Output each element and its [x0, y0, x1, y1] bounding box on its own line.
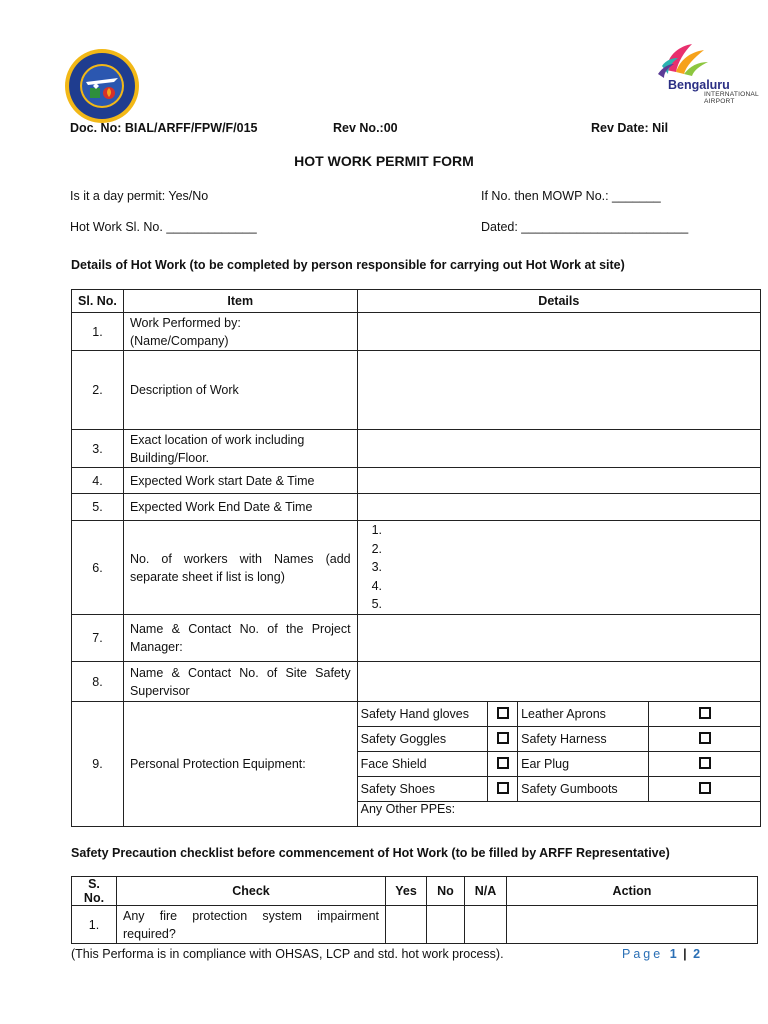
list-item: 5.	[371, 597, 383, 611]
page-number	[622, 947, 700, 961]
ppe-label: Safety Hand gloves	[358, 702, 488, 727]
row-item: Exact location of work including Building/Floor.	[123, 430, 357, 468]
row-details-cell[interactable]	[357, 468, 760, 494]
ppe-label: Ear Plug	[518, 752, 649, 777]
ppe-grid	[358, 702, 760, 826]
arff-logo	[64, 48, 140, 124]
ppe-row	[358, 702, 760, 727]
bial-name: Bengaluru	[668, 78, 730, 92]
ppe-checkbox[interactable]	[488, 702, 518, 727]
ppe-label: Safety Gumboots	[518, 777, 649, 802]
table-row	[72, 351, 761, 430]
no-cell[interactable]	[427, 906, 465, 944]
ppe-label: Safety Harness	[518, 727, 649, 752]
row-number: 9.	[72, 702, 124, 827]
row-number: 6.	[72, 521, 124, 615]
row-number: 4.	[72, 468, 124, 494]
row-details-cell[interactable]	[357, 521, 760, 615]
col-header-na: N/A	[465, 877, 507, 906]
dated-field: Dated: ________________________	[481, 220, 689, 234]
ppe-cell	[357, 702, 760, 827]
mowp-number-field: If No. then MOWP No.: _______	[481, 189, 661, 203]
col-header-slno: Sl. No.	[72, 290, 124, 313]
ppe-row	[358, 802, 760, 827]
row-details-cell[interactable]	[357, 351, 760, 430]
col-header-sno: S. No.	[72, 877, 117, 906]
table-row	[72, 430, 761, 468]
table-row	[72, 521, 761, 615]
checkbox-icon	[699, 732, 711, 744]
checkbox-icon	[497, 757, 509, 769]
checkbox-icon	[497, 782, 509, 794]
row-check: Any fire protection system impairment required?	[117, 906, 386, 944]
action-cell[interactable]	[507, 906, 758, 944]
list-item: 2.	[371, 541, 383, 556]
day-permit-field: Is it a day permit: Yes/No	[70, 189, 209, 203]
list-item: 1.	[371, 523, 383, 537]
table-header-row	[72, 877, 758, 906]
row-details-cell[interactable]	[357, 615, 760, 662]
row-number: 1.	[72, 313, 124, 351]
row-item: Expected Work End Date & Time	[123, 494, 357, 521]
page-word: Page	[622, 947, 664, 961]
section-checklist-heading: Safety Precaution checklist before commencement of Hot Work (to be filled by ARFF Representative)	[71, 846, 670, 860]
row-item	[123, 313, 357, 351]
yes-cell[interactable]	[386, 906, 427, 944]
table-header-row	[72, 290, 761, 313]
table-row	[72, 313, 761, 351]
ppe-checkbox[interactable]	[649, 752, 760, 777]
ppe-row	[358, 727, 760, 752]
ppe-checkbox[interactable]	[488, 777, 518, 802]
na-cell[interactable]	[465, 906, 507, 944]
row-number: 1.	[72, 906, 117, 944]
compliance-note: (This Performa is in compliance with OHSAS, LCP and std. hot work process).	[71, 947, 504, 961]
hot-work-details-table	[71, 289, 761, 827]
row-number: 3.	[72, 430, 124, 468]
revision-date: Rev Date: Nil	[591, 121, 669, 135]
safety-checklist-table	[71, 876, 758, 944]
page-separator: |	[683, 947, 687, 961]
row-details-cell[interactable]	[357, 662, 760, 702]
doc-number: Doc. No: BIAL/ARFF/FPW/F/015	[70, 121, 258, 135]
checkbox-icon	[497, 732, 509, 744]
row-details-cell[interactable]	[357, 494, 760, 521]
col-header-action: Action	[507, 877, 758, 906]
bengaluru-airport-logo	[652, 40, 759, 106]
col-header-item: Item	[123, 290, 357, 313]
worker-name-list	[364, 521, 754, 614]
row-item: Expected Work start Date & Time	[123, 468, 357, 494]
page-current: 1	[669, 947, 677, 961]
list-item: 3.	[371, 560, 383, 574]
col-header-yes: Yes	[386, 877, 427, 906]
ppe-label: Safety Shoes	[358, 777, 488, 802]
ppe-checkbox[interactable]	[649, 727, 760, 752]
row-number: 2.	[72, 351, 124, 430]
ppe-row	[358, 752, 760, 777]
ppe-checkbox[interactable]	[649, 777, 760, 802]
row-details-cell[interactable]	[357, 430, 760, 468]
table-row	[72, 494, 761, 521]
ppe-checkbox[interactable]	[488, 727, 518, 752]
row-item: Name & Contact No. of Site Safety Supervisor	[123, 662, 357, 702]
col-header-no: No	[427, 877, 465, 906]
row-details-cell[interactable]	[357, 313, 760, 351]
checkbox-icon	[497, 707, 509, 719]
row-item: Description of Work	[123, 351, 357, 430]
col-header-details: Details	[357, 290, 760, 313]
bial-subtitle	[704, 91, 759, 105]
row-item: No. of workers with Names (add separate sheet if list is long)	[123, 521, 357, 615]
ppe-label: Leather Aprons	[518, 702, 649, 727]
ppe-checkbox[interactable]	[488, 752, 518, 777]
list-item: 4.	[371, 578, 383, 593]
row-number: 5.	[72, 494, 124, 521]
ppe-label: Face Shield	[358, 752, 488, 777]
row-item: Personal Protection Equipment:	[123, 702, 357, 827]
bial-sub-line1: INTERNATIONAL	[704, 91, 759, 98]
other-ppe-field[interactable]: Any Other PPEs:	[360, 802, 456, 816]
table-row	[72, 906, 758, 944]
ppe-row	[358, 777, 760, 802]
col-header-check: Check	[117, 877, 386, 906]
row-item: Name & Contact No. of the Project Manager:	[123, 615, 357, 662]
revision-number: Rev No.:00	[333, 121, 398, 135]
hot-work-serial-field: Hot Work Sl. No. _____________	[70, 220, 257, 234]
table-row	[72, 662, 761, 702]
table-row	[72, 702, 761, 827]
bial-sub-line2: AIRPORT	[704, 98, 735, 105]
row-number: 7.	[72, 615, 124, 662]
row-item-line2: (Name/Company)	[129, 333, 229, 348]
table-row	[72, 468, 761, 494]
section-details-heading: Details of Hot Work (to be completed by person responsible for carrying out Hot Work at site)	[71, 258, 625, 272]
form-title: HOT WORK PERMIT FORM	[294, 153, 474, 169]
page-total: 2	[693, 947, 701, 961]
row-number: 8.	[72, 662, 124, 702]
row-item-line1: Work Performed by:	[129, 315, 241, 330]
ppe-label: Safety Goggles	[358, 727, 488, 752]
table-row	[72, 615, 761, 662]
checkbox-icon	[699, 757, 711, 769]
checkbox-icon	[699, 707, 711, 719]
checkbox-icon	[699, 782, 711, 794]
ppe-checkbox[interactable]	[649, 702, 760, 727]
